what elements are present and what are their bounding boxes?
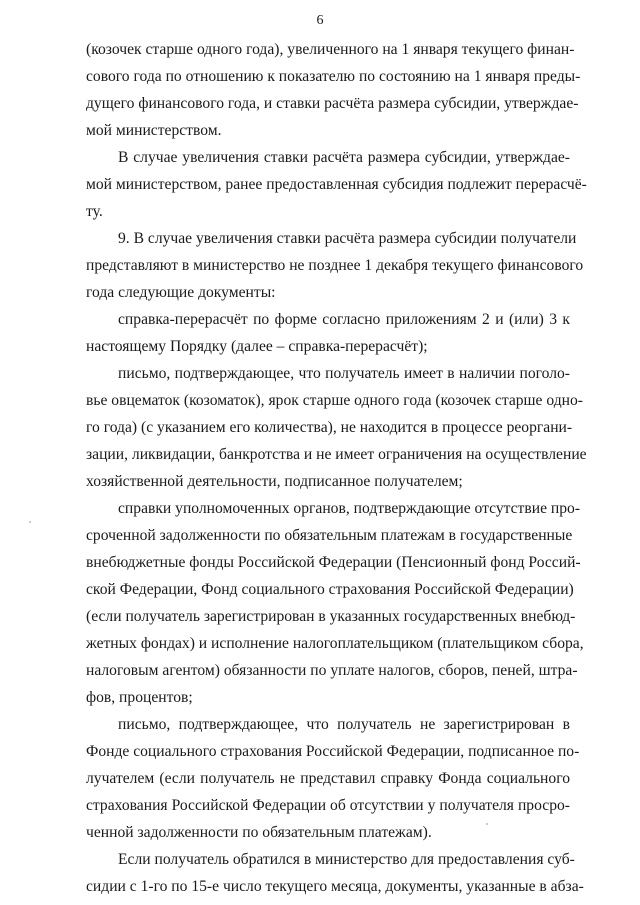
text-line: (козочек старше одного года), увеличенного на 1 января текущего финан-: [86, 41, 575, 58]
text-line: хозяйственной деятельности, подписанное получателем;: [86, 473, 463, 490]
text-line: ченной задолженности по обязательным платежам).: [86, 824, 432, 841]
text-line: жетных фондах) и исполнение налогоплательщиком (плательщиком сбора,: [86, 635, 584, 652]
text-line: ской Федерации, Фонд социального страхования Российской Федерации): [86, 581, 574, 598]
text-line: Фонде социального страхования Российской Федерации, подписанное по-: [86, 743, 580, 760]
text-line: Если получатель обратился в министерство для предоставления суб-: [118, 851, 575, 868]
text-line: мой министерством.: [86, 122, 222, 139]
text-line: го года) (с указанием его количества), не находится в процессе реоргани-: [86, 419, 573, 436]
text-line: страхования Российской Федерации об отсутствии у получателя просро-: [86, 797, 570, 814]
text-line: налоговым агентом) обязанности по уплате налогов, сборов, пеней, штра-: [86, 662, 578, 679]
text-line: лучателем (если получатель не представил справку Фонда социального: [86, 770, 570, 787]
text-line: вье овцематок (козоматок), ярок старше одного года (козочек старше одно-: [86, 392, 583, 409]
text-line: сидии с 1-го по 15-е число текущего месяца, документы, указанные в абза-: [86, 878, 584, 895]
text-line: сроченной задолженности по обязательным платежам в государственные: [86, 527, 573, 544]
text-line: справка-перерасчёт по форме согласно приложениям 2 и (или) 3 к: [118, 311, 570, 328]
text-line: сового года по отношению к показателю по состоянию на 1 января преды-: [86, 68, 581, 85]
text-line: дущего финансового года, и ставки расчёта размера субсидии, утверждае-: [86, 95, 579, 112]
text-line: фов, процентов;: [86, 689, 193, 706]
text-line: письмо, подтверждающее, что получатель не зарегистрирован в: [118, 716, 570, 733]
text-line: ту.: [86, 203, 103, 220]
text-line: настоящему Порядку (далее – справка-перерасчёт);: [86, 338, 428, 355]
text-line: года следующие документы:: [86, 284, 276, 301]
page-number: 6: [316, 13, 324, 28]
text-line: мой министерством, ранее предоставленная субсидия подлежит перерасчё-: [86, 176, 587, 193]
text-line: зации, ликвидации, банкротства и не имеет ограничения на осуществление: [86, 446, 587, 463]
text-line: представляют в министерство не позднее 1 декабря текущего финансового: [86, 257, 584, 274]
text-line: справки уполномоченных органов, подтверждающие отсутствие про-: [118, 500, 581, 517]
scan-speck: [486, 823, 488, 825]
scan-speck: [29, 521, 31, 523]
text-line: (если получатель зарегистрирован в указанных государственных внебюд-: [86, 608, 576, 625]
text-line: письмо, подтверждающее, что получатель имеет в наличии поголо-: [118, 365, 570, 382]
text-line: внебюджетные фонды Российской Федерации (Пенсионный фонд Россий-: [86, 554, 581, 571]
text-line: 9. В случае увеличения ставки расчёта размера субсидии получатели: [118, 230, 577, 247]
text-line: В случае увеличения ставки расчёта размера субсидии, утверждае-: [118, 149, 570, 166]
